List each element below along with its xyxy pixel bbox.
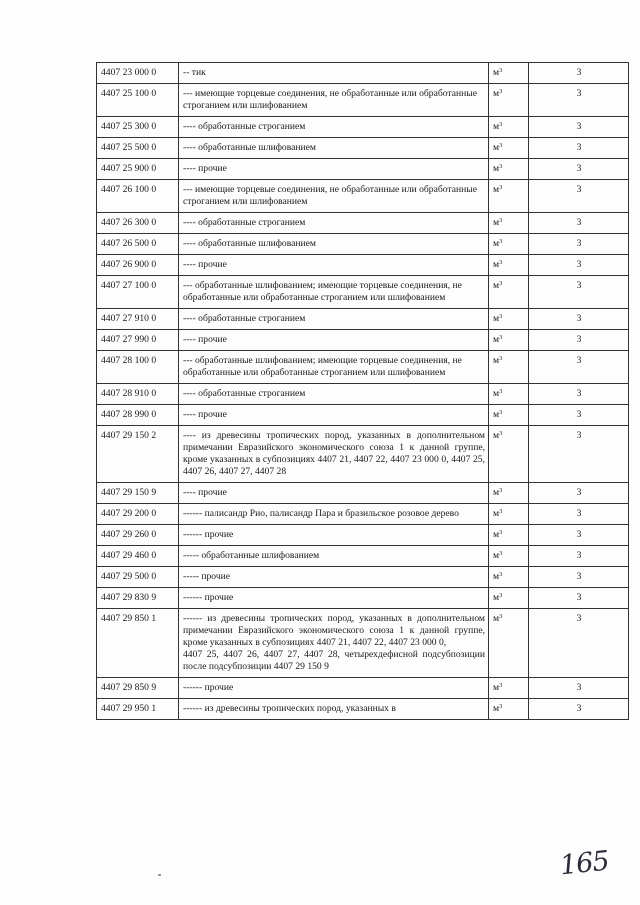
unit-cell [489, 525, 529, 546]
description-cell: -- тик [179, 63, 489, 84]
hs-code-cell: 4407 26 100 0 [97, 180, 179, 213]
unit-cell [489, 426, 529, 483]
description-cell: ---- обработанные строганием [179, 117, 489, 138]
unit-cell [489, 678, 529, 699]
unit-exponent: 3 [499, 388, 503, 395]
unit-label: м [493, 388, 500, 399]
unit-cell [489, 588, 529, 609]
hs-code-cell: 4407 27 990 0 [97, 330, 179, 351]
rate-cell: 3 [529, 678, 629, 699]
unit-exponent: 3 [499, 334, 503, 341]
hs-code-cell: 4407 29 460 0 [97, 546, 179, 567]
unit-label: м [493, 184, 500, 195]
hs-code-cell: 4407 29 500 0 [97, 567, 179, 588]
hs-code-cell: 4407 29 260 0 [97, 525, 179, 546]
unit-label: м [493, 121, 500, 132]
scan-dot [158, 874, 161, 876]
description-cell: --- имеющие торцевые соединения, не обработанные или обработанные строганием или шлифованием [179, 84, 489, 117]
description-cell: ---- прочие [179, 483, 489, 504]
description-cell: --- имеющие торцевые соединения, не обработанные или обработанные строганием или шлифованием [179, 180, 489, 213]
description-cell: ----- прочие [179, 567, 489, 588]
unit-cell [489, 255, 529, 276]
table-row [97, 504, 629, 525]
table-row [97, 384, 629, 405]
unit-label: м [493, 430, 500, 441]
unit-cell [489, 483, 529, 504]
unit-exponent: 3 [499, 67, 503, 74]
rate-cell: 3 [529, 609, 629, 678]
unit-exponent: 3 [499, 238, 503, 245]
description-cell: ------ прочие [179, 588, 489, 609]
hs-code-cell: 4407 25 500 0 [97, 138, 179, 159]
unit-label: м [493, 88, 500, 99]
unit-exponent: 3 [499, 184, 503, 191]
unit-exponent: 3 [499, 355, 503, 362]
rate-cell: 3 [529, 546, 629, 567]
tariff-table-body [97, 63, 629, 720]
unit-label: м [493, 529, 500, 540]
rate-cell: 3 [529, 330, 629, 351]
unit-label: м [493, 259, 500, 270]
description-cell: ---- прочие [179, 405, 489, 426]
table-row [97, 84, 629, 117]
rate-cell: 3 [529, 159, 629, 180]
hs-code-cell: 4407 29 830 9 [97, 588, 179, 609]
table-row [97, 159, 629, 180]
description-cell: ---- из древесины тропических пород, указанных в дополнительном примечании Евразийского экономического союза 1 к данной группе, кроме указанных в субпозициях 4407 21, 4407 22, 4407 23 000 0, 4407 25, 4407 26, 4407 27, 4407 28 [179, 426, 489, 483]
rate-cell: 3 [529, 699, 629, 720]
hs-code-cell: 4407 25 900 0 [97, 159, 179, 180]
table-row [97, 546, 629, 567]
table-row [97, 351, 629, 384]
unit-exponent: 3 [499, 88, 503, 95]
unit-exponent: 3 [499, 508, 503, 515]
unit-label: м [493, 508, 500, 519]
unit-label: м [493, 592, 500, 603]
unit-cell [489, 699, 529, 720]
unit-exponent: 3 [499, 280, 503, 287]
table-row [97, 405, 629, 426]
table-row [97, 567, 629, 588]
hs-code-cell: 4407 25 100 0 [97, 84, 179, 117]
unit-cell [489, 330, 529, 351]
unit-label: м [493, 67, 500, 78]
description-cell: ------ прочие [179, 678, 489, 699]
rate-cell: 3 [529, 276, 629, 309]
table-row [97, 213, 629, 234]
hs-code-cell: 4407 25 300 0 [97, 117, 179, 138]
rate-cell: 3 [529, 588, 629, 609]
unit-exponent: 3 [499, 682, 503, 689]
hs-code-cell: 4407 28 910 0 [97, 384, 179, 405]
tariff-table [96, 62, 629, 720]
unit-cell [489, 138, 529, 159]
hs-code-cell: 4407 29 150 9 [97, 483, 179, 504]
hs-code-cell: 4407 27 100 0 [97, 276, 179, 309]
description-cell: ------ из древесины тропических пород, указанных в дополнительном примечании Евразийского экономического союза 1 к данной группе, кроме указанных в субпозициях 4407 21, 4407 22, 4407 23 000 0, 4407 25, 4407 26, 4407 27, 4407 28, четырехдефисной подсубпозиции после подсубпозиции 4407 29 150 9 [179, 609, 489, 678]
unit-cell [489, 351, 529, 384]
unit-label: м [493, 163, 500, 174]
rate-cell: 3 [529, 525, 629, 546]
table-row [97, 180, 629, 213]
table-row [97, 330, 629, 351]
unit-exponent: 3 [499, 121, 503, 128]
unit-exponent: 3 [499, 313, 503, 320]
description-cell: --- обработанные шлифованием; имеющие торцевые соединения, не обработанные или обработанные строганием или шлифованием [179, 276, 489, 309]
description-cell: ----- обработанные шлифованием [179, 546, 489, 567]
unit-exponent: 3 [499, 571, 503, 578]
description-cell: ---- прочие [179, 330, 489, 351]
unit-cell [489, 117, 529, 138]
hs-code-cell: 4407 26 500 0 [97, 234, 179, 255]
hs-code-cell: 4407 26 900 0 [97, 255, 179, 276]
rate-cell: 3 [529, 117, 629, 138]
table-row [97, 609, 629, 678]
unit-exponent: 3 [499, 217, 503, 224]
unit-cell [489, 213, 529, 234]
unit-label: м [493, 409, 500, 420]
description-cell: ------ палисандр Рио, палисандр Пара и бразильское розовое дерево [179, 504, 489, 525]
unit-cell [489, 84, 529, 117]
unit-exponent: 3 [499, 409, 503, 416]
description-cell: ------ из древесины тропических пород, указанных в [179, 699, 489, 720]
unit-cell [489, 609, 529, 678]
unit-cell [489, 384, 529, 405]
table-row [97, 63, 629, 84]
description-cell: ------ прочие [179, 525, 489, 546]
unit-label: м [493, 313, 500, 324]
unit-label: м [493, 217, 500, 228]
unit-label: м [493, 682, 500, 693]
unit-exponent: 3 [499, 163, 503, 170]
table-row [97, 525, 629, 546]
table-row [97, 138, 629, 159]
unit-cell [489, 63, 529, 84]
rate-cell: 3 [529, 504, 629, 525]
hs-code-cell: 4407 27 910 0 [97, 309, 179, 330]
hs-code-cell: 4407 29 850 9 [97, 678, 179, 699]
unit-cell [489, 159, 529, 180]
unit-exponent: 3 [499, 550, 503, 557]
rate-cell: 3 [529, 309, 629, 330]
unit-exponent: 3 [499, 703, 503, 710]
unit-label: м [493, 238, 500, 249]
unit-cell [489, 234, 529, 255]
unit-label: м [493, 280, 500, 291]
table-row [97, 117, 629, 138]
unit-label: м [493, 613, 500, 624]
rate-cell: 3 [529, 138, 629, 159]
unit-exponent: 3 [499, 613, 503, 620]
rate-cell: 3 [529, 84, 629, 117]
table-row [97, 309, 629, 330]
hs-code-cell: 4407 29 150 2 [97, 426, 179, 483]
hs-code-cell: 4407 23 000 0 [97, 63, 179, 84]
rate-cell: 3 [529, 567, 629, 588]
unit-cell [489, 567, 529, 588]
rate-cell: 3 [529, 384, 629, 405]
table-row [97, 426, 629, 483]
unit-label: м [493, 550, 500, 561]
unit-label: м [493, 355, 500, 366]
rate-cell: 3 [529, 405, 629, 426]
hs-code-cell: 4407 28 990 0 [97, 405, 179, 426]
rate-cell: 3 [529, 483, 629, 504]
hs-code-cell: 4407 28 100 0 [97, 351, 179, 384]
rate-cell: 3 [529, 180, 629, 213]
unit-exponent: 3 [499, 529, 503, 536]
description-cell: ---- обработанные шлифованием [179, 138, 489, 159]
unit-cell [489, 180, 529, 213]
hs-code-cell: 4407 26 300 0 [97, 213, 179, 234]
rate-cell: 3 [529, 213, 629, 234]
description-cell: ---- обработанные шлифованием [179, 234, 489, 255]
table-row [97, 276, 629, 309]
unit-exponent: 3 [499, 430, 503, 437]
hs-code-cell: 4407 29 200 0 [97, 504, 179, 525]
unit-exponent: 3 [499, 487, 503, 494]
unit-label: м [493, 703, 500, 714]
unit-cell [489, 276, 529, 309]
description-cell: ---- обработанные строганием [179, 213, 489, 234]
description-cell: ---- обработанные строганием [179, 309, 489, 330]
rate-cell: 3 [529, 351, 629, 384]
description-cell: ---- прочие [179, 255, 489, 276]
table-row [97, 678, 629, 699]
description-cell: --- обработанные шлифованием; имеющие торцевые соединения, не обработанные или обработанные строганием или шлифованием [179, 351, 489, 384]
table-row [97, 255, 629, 276]
unit-label: м [493, 334, 500, 345]
unit-cell [489, 405, 529, 426]
unit-exponent: 3 [499, 142, 503, 149]
description-cell: ---- обработанные строганием [179, 384, 489, 405]
table-row [97, 483, 629, 504]
unit-label: м [493, 487, 500, 498]
rate-cell: 3 [529, 255, 629, 276]
rate-cell: 3 [529, 426, 629, 483]
hs-code-cell: 4407 29 850 1 [97, 609, 179, 678]
table-row [97, 699, 629, 720]
handwritten-page-number: 165 [558, 845, 611, 882]
unit-exponent: 3 [499, 259, 503, 266]
rate-cell: 3 [529, 63, 629, 84]
rate-cell: 3 [529, 234, 629, 255]
unit-label: м [493, 571, 500, 582]
unit-label: м [493, 142, 500, 153]
description-cell: ---- прочие [179, 159, 489, 180]
table-row [97, 234, 629, 255]
hs-code-cell: 4407 29 950 1 [97, 699, 179, 720]
table-row [97, 588, 629, 609]
unit-cell [489, 309, 529, 330]
unit-cell [489, 546, 529, 567]
unit-cell [489, 504, 529, 525]
unit-exponent: 3 [499, 592, 503, 599]
